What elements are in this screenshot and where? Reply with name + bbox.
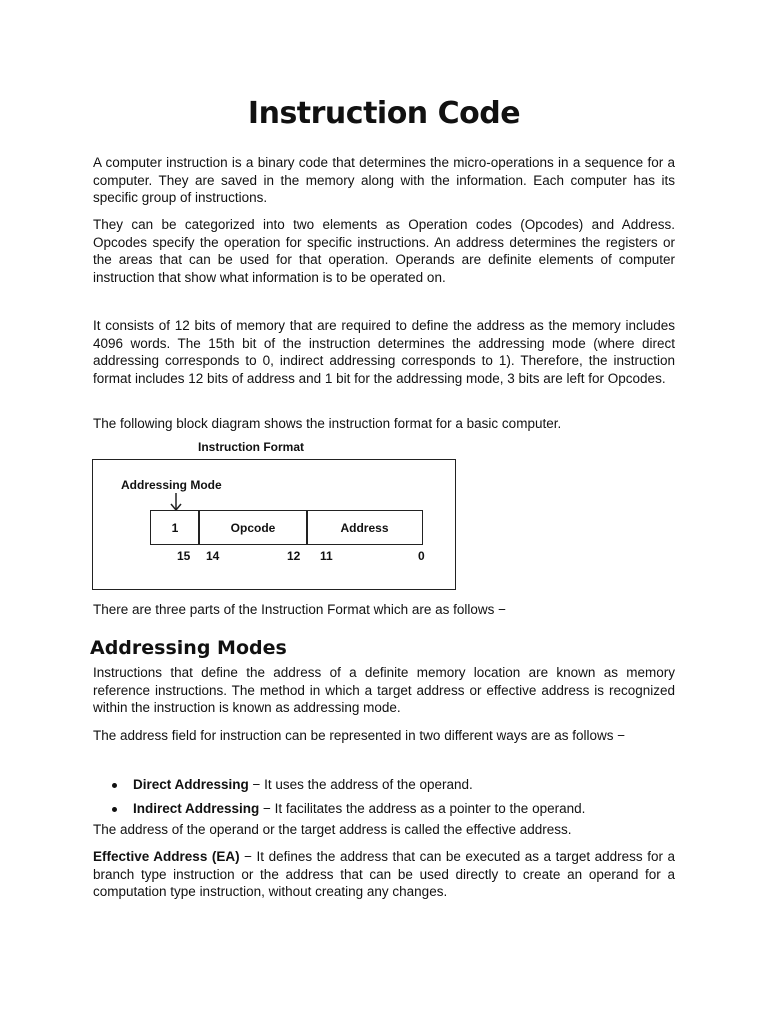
down-arrow-icon: [169, 492, 183, 512]
bullet-term: Indirect Addressing: [133, 800, 260, 816]
bullet-term: Direct Addressing: [133, 777, 249, 792]
page-title: Instruction Code: [247, 96, 521, 131]
opcodes-paragraph: They can be categorized into two elements as Operation codes (Opcodes) and Address. Opcodes specify the operation for specific instructions. An address determines the registers or the areas that can be used for that operation. Operands are definite elements of computer instruction that show what information is to be operated on.: [93, 217, 675, 285]
bit-label-15: 15: [177, 549, 191, 563]
ea-term: Effective Address (EA): [93, 849, 240, 864]
addressing-list: [93, 776, 693, 823]
section-heading: Addressing Modes: [90, 637, 287, 659]
diagram-intro-paragraph: The following block diagram shows the instruction format for a basic computer.: [93, 416, 562, 431]
addressing-mode-field: 1: [150, 510, 200, 545]
list-item: [93, 776, 693, 794]
opcode-field: Opcode: [198, 510, 308, 545]
bit-label-11: 11: [320, 549, 333, 563]
bit-label-0: 0: [418, 549, 425, 563]
effective-address-paragraph: [93, 848, 675, 901]
bit-label-14: 14: [206, 549, 220, 563]
bullet-icon: [112, 783, 117, 788]
bullet-text: − It uses the address of the operand.: [248, 777, 473, 792]
effective-address-note: The address of the operand or the target address is called the effective address.: [93, 822, 572, 837]
addressing-mode-label: Addressing Mode: [121, 478, 222, 492]
bits-paragraph: It consists of 12 bits of memory that are required to define the address as the memory includes 4096 words. The 15th bit of the instruction determines the addressing mode (where direct addressing corresponds to 0, indirect addressing corresponds to 1). Therefore, the instruction format includes 12 bits of address and 1 bit for the addressing mode, 3 bits are left for Opcodes.: [93, 318, 675, 386]
bullet-icon: [112, 807, 117, 812]
diagram-title: Instruction Format: [198, 440, 305, 454]
address-field-paragraph: The address field for instruction can be represented in two different ways are as follows −: [93, 728, 626, 743]
bullet-text: − It facilitates the address as a pointer to the operand.: [259, 800, 586, 816]
intro-paragraph: A computer instruction is a binary code that determines the micro-operations in a sequence for a computer. They are saved in the memory along with the information. Each computer has its specific group of instructions.: [93, 155, 675, 206]
list-item: [93, 800, 693, 818]
parts-paragraph: There are three parts of the Instruction Format which are as follows −: [93, 602, 507, 617]
bit-label-12: 12: [287, 549, 301, 563]
address-field: Address: [306, 510, 423, 545]
memory-reference-paragraph: Instructions that define the address of a definite memory location are known as memory reference instructions. The method in which a target address or effective address is recognized within the instruction is known as addressing mode.: [93, 665, 675, 716]
ea-text: − It defines the address that can be executed as a target address for a branch type instruction or the address that can be used directly to create an operand for a computation type instruction, without creating any changes.: [93, 849, 675, 900]
